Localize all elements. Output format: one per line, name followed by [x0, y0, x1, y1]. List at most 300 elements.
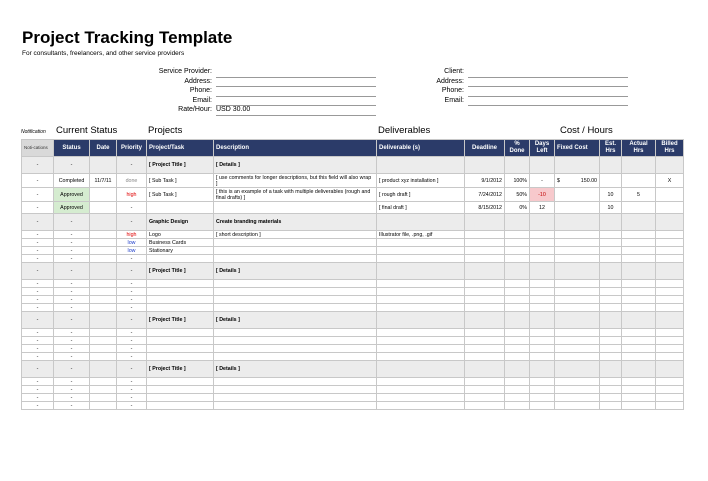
status-cell[interactable]	[54, 239, 90, 247]
actual-hrs-cell[interactable]	[622, 174, 656, 188]
billed-hrs-cell[interactable]	[656, 329, 684, 337]
service-provider-field[interactable]	[216, 68, 376, 78]
priority-cell[interactable]	[117, 402, 147, 410]
actual-hrs-cell[interactable]	[622, 402, 656, 410]
date-cell[interactable]	[90, 329, 117, 337]
deliverable-cell[interactable]	[377, 402, 465, 410]
fixed-cost-cell[interactable]	[555, 394, 600, 402]
pct-done-cell[interactable]	[505, 157, 530, 174]
task-cell[interactable]	[147, 188, 214, 202]
actual-hrs-cell[interactable]	[622, 202, 656, 214]
status-cell[interactable]	[54, 263, 90, 280]
billed-hrs-cell[interactable]	[656, 337, 684, 345]
date-cell[interactable]	[90, 402, 117, 410]
pct-done-cell[interactable]	[505, 386, 530, 394]
notification-cell[interactable]	[22, 361, 54, 378]
deadline-cell[interactable]	[465, 312, 505, 329]
col-pct-done[interactable]: % Done	[505, 140, 530, 157]
task-cell[interactable]	[147, 361, 214, 378]
status-cell[interactable]	[54, 337, 90, 345]
priority-cell[interactable]	[117, 378, 147, 386]
deliverable-cell[interactable]	[377, 202, 465, 214]
actual-hrs-cell[interactable]	[622, 255, 656, 263]
deliverable-cell[interactable]	[377, 247, 465, 255]
col-deadline[interactable]: Deadline	[465, 140, 505, 157]
pct-done-cell[interactable]	[505, 329, 530, 337]
fixed-cost-cell[interactable]	[555, 202, 600, 214]
fixed-cost-cell[interactable]	[555, 188, 600, 202]
days-left-cell[interactable]	[530, 239, 555, 247]
pct-done-cell[interactable]	[505, 378, 530, 386]
actual-hrs-cell[interactable]	[622, 263, 656, 280]
fixed-cost-cell[interactable]	[555, 214, 600, 231]
priority-cell[interactable]	[117, 188, 147, 202]
deadline-cell[interactable]	[465, 255, 505, 263]
billed-hrs-cell[interactable]	[656, 353, 684, 361]
est-hrs-cell[interactable]	[600, 312, 622, 329]
billed-hrs-cell[interactable]	[656, 231, 684, 239]
deadline-cell[interactable]	[465, 345, 505, 353]
est-hrs-cell[interactable]	[600, 202, 622, 214]
billed-hrs-cell[interactable]	[656, 296, 684, 304]
date-cell[interactable]	[90, 353, 117, 361]
date-cell[interactable]	[90, 263, 117, 280]
status-cell[interactable]	[54, 255, 90, 263]
actual-hrs-cell[interactable]	[622, 329, 656, 337]
deadline-cell[interactable]	[465, 402, 505, 410]
days-left-cell[interactable]	[530, 263, 555, 280]
actual-hrs-cell[interactable]	[622, 239, 656, 247]
date-cell[interactable]	[90, 202, 117, 214]
priority-cell[interactable]	[117, 157, 147, 174]
task-cell[interactable]	[147, 394, 214, 402]
status-cell[interactable]	[54, 394, 90, 402]
est-hrs-cell[interactable]	[600, 296, 622, 304]
days-left-cell[interactable]	[530, 280, 555, 288]
description-cell[interactable]	[214, 255, 377, 263]
date-cell[interactable]	[90, 231, 117, 239]
actual-hrs-cell[interactable]	[622, 247, 656, 255]
description-cell[interactable]	[214, 263, 377, 280]
provider-phone-field[interactable]	[216, 87, 376, 97]
actual-hrs-cell[interactable]	[622, 312, 656, 329]
notification-cell[interactable]	[22, 304, 54, 312]
est-hrs-cell[interactable]	[600, 304, 622, 312]
priority-cell[interactable]	[117, 394, 147, 402]
pct-done-cell[interactable]	[505, 296, 530, 304]
deadline-cell[interactable]	[465, 280, 505, 288]
deliverable-cell[interactable]	[377, 386, 465, 394]
deadline-cell[interactable]	[465, 263, 505, 280]
client-phone-field[interactable]	[468, 87, 628, 97]
pct-done-cell[interactable]	[505, 174, 530, 188]
status-cell[interactable]	[54, 361, 90, 378]
notification-cell[interactable]	[22, 312, 54, 329]
status-cell[interactable]	[54, 280, 90, 288]
deliverable-cell[interactable]	[377, 263, 465, 280]
fixed-cost-cell[interactable]	[555, 386, 600, 394]
pct-done-cell[interactable]	[505, 288, 530, 296]
priority-cell[interactable]	[117, 280, 147, 288]
status-cell[interactable]	[54, 202, 90, 214]
provider-email-field[interactable]	[216, 97, 376, 107]
pct-done-cell[interactable]	[505, 263, 530, 280]
status-cell[interactable]	[54, 231, 90, 239]
billed-hrs-cell[interactable]	[656, 214, 684, 231]
status-cell[interactable]	[54, 157, 90, 174]
pct-done-cell[interactable]	[505, 337, 530, 345]
date-cell[interactable]	[90, 157, 117, 174]
date-cell[interactable]	[90, 174, 117, 188]
deliverable-cell[interactable]	[377, 214, 465, 231]
description-cell[interactable]	[214, 329, 377, 337]
description-cell[interactable]	[214, 188, 377, 202]
task-cell[interactable]	[147, 247, 214, 255]
actual-hrs-cell[interactable]	[622, 378, 656, 386]
days-left-cell[interactable]	[530, 157, 555, 174]
days-left-cell[interactable]	[530, 353, 555, 361]
client-email-field[interactable]	[468, 97, 628, 107]
notification-cell[interactable]	[22, 247, 54, 255]
deadline-cell[interactable]	[465, 337, 505, 345]
deadline-cell[interactable]	[465, 394, 505, 402]
fixed-cost-cell[interactable]	[555, 255, 600, 263]
notification-cell[interactable]	[22, 402, 54, 410]
status-cell[interactable]	[54, 214, 90, 231]
date-cell[interactable]	[90, 280, 117, 288]
deliverable-cell[interactable]	[377, 280, 465, 288]
actual-hrs-cell[interactable]	[622, 394, 656, 402]
fixed-cost-cell[interactable]	[555, 329, 600, 337]
description-cell[interactable]	[214, 231, 377, 239]
priority-cell[interactable]	[117, 329, 147, 337]
days-left-cell[interactable]	[530, 329, 555, 337]
task-cell[interactable]	[147, 263, 214, 280]
pct-done-cell[interactable]	[505, 304, 530, 312]
status-cell[interactable]	[54, 378, 90, 386]
priority-cell[interactable]	[117, 288, 147, 296]
fixed-cost-cell[interactable]	[555, 361, 600, 378]
priority-cell[interactable]	[117, 386, 147, 394]
billed-hrs-cell[interactable]	[656, 247, 684, 255]
task-cell[interactable]	[147, 402, 214, 410]
priority-cell[interactable]	[117, 239, 147, 247]
pct-done-cell[interactable]	[505, 312, 530, 329]
status-cell[interactable]	[54, 402, 90, 410]
col-billed-hrs[interactable]: Billed Hrs	[656, 140, 684, 157]
description-cell[interactable]	[214, 402, 377, 410]
task-cell[interactable]	[147, 312, 214, 329]
fixed-cost-cell[interactable]	[555, 378, 600, 386]
days-left-cell[interactable]	[530, 188, 555, 202]
actual-hrs-cell[interactable]	[622, 214, 656, 231]
fixed-cost-cell[interactable]	[555, 345, 600, 353]
days-left-cell[interactable]	[530, 214, 555, 231]
est-hrs-cell[interactable]	[600, 247, 622, 255]
task-cell[interactable]	[147, 304, 214, 312]
task-cell[interactable]	[147, 231, 214, 239]
actual-hrs-cell[interactable]	[622, 345, 656, 353]
notification-cell[interactable]	[22, 345, 54, 353]
priority-cell[interactable]	[117, 174, 147, 188]
description-cell[interactable]	[214, 202, 377, 214]
actual-hrs-cell[interactable]	[622, 304, 656, 312]
priority-cell[interactable]	[117, 231, 147, 239]
description-cell[interactable]	[214, 312, 377, 329]
deadline-cell[interactable]	[465, 329, 505, 337]
date-cell[interactable]	[90, 345, 117, 353]
pct-done-cell[interactable]	[505, 247, 530, 255]
col-project-task[interactable]: Project/Task	[147, 140, 214, 157]
notification-cell[interactable]	[22, 255, 54, 263]
priority-cell[interactable]	[117, 202, 147, 214]
pct-done-cell[interactable]	[505, 188, 530, 202]
deadline-cell[interactable]	[465, 188, 505, 202]
pct-done-cell[interactable]	[505, 214, 530, 231]
deadline-cell[interactable]	[465, 386, 505, 394]
deadline-cell[interactable]	[465, 157, 505, 174]
notification-cell[interactable]	[22, 296, 54, 304]
fixed-cost-cell[interactable]	[555, 312, 600, 329]
description-cell[interactable]	[214, 296, 377, 304]
billed-hrs-cell[interactable]	[656, 402, 684, 410]
notification-cell[interactable]	[22, 329, 54, 337]
priority-cell[interactable]	[117, 263, 147, 280]
actual-hrs-cell[interactable]	[622, 288, 656, 296]
est-hrs-cell[interactable]	[600, 361, 622, 378]
deliverable-cell[interactable]	[377, 174, 465, 188]
notification-cell[interactable]	[22, 280, 54, 288]
description-cell[interactable]	[214, 247, 377, 255]
date-cell[interactable]	[90, 378, 117, 386]
est-hrs-cell[interactable]	[600, 188, 622, 202]
est-hrs-cell[interactable]	[600, 386, 622, 394]
description-cell[interactable]	[214, 394, 377, 402]
deliverable-cell[interactable]	[377, 353, 465, 361]
status-cell[interactable]	[54, 304, 90, 312]
billed-hrs-cell[interactable]	[656, 255, 684, 263]
notification-cell[interactable]	[22, 231, 54, 239]
col-days-left[interactable]: Days Left	[530, 140, 555, 157]
actual-hrs-cell[interactable]	[622, 280, 656, 288]
days-left-cell[interactable]	[530, 247, 555, 255]
est-hrs-cell[interactable]	[600, 353, 622, 361]
days-left-cell[interactable]	[530, 337, 555, 345]
deadline-cell[interactable]	[465, 214, 505, 231]
days-left-cell[interactable]	[530, 361, 555, 378]
est-hrs-cell[interactable]	[600, 255, 622, 263]
fixed-cost-cell[interactable]	[555, 263, 600, 280]
task-cell[interactable]	[147, 239, 214, 247]
task-cell[interactable]	[147, 296, 214, 304]
priority-cell[interactable]	[117, 345, 147, 353]
actual-hrs-cell[interactable]	[622, 361, 656, 378]
pct-done-cell[interactable]	[505, 255, 530, 263]
days-left-cell[interactable]	[530, 255, 555, 263]
priority-cell[interactable]	[117, 304, 147, 312]
notification-cell[interactable]	[22, 202, 54, 214]
status-cell[interactable]	[54, 247, 90, 255]
task-cell[interactable]	[147, 202, 214, 214]
billed-hrs-cell[interactable]	[656, 394, 684, 402]
billed-hrs-cell[interactable]	[656, 386, 684, 394]
notification-cell[interactable]	[22, 288, 54, 296]
pct-done-cell[interactable]	[505, 394, 530, 402]
est-hrs-cell[interactable]	[600, 280, 622, 288]
est-hrs-cell[interactable]	[600, 231, 622, 239]
task-cell[interactable]	[147, 214, 214, 231]
est-hrs-cell[interactable]	[600, 345, 622, 353]
est-hrs-cell[interactable]	[600, 214, 622, 231]
fixed-cost-cell[interactable]	[555, 239, 600, 247]
actual-hrs-cell[interactable]	[622, 296, 656, 304]
col-est-hrs[interactable]: Est. Hrs	[600, 140, 622, 157]
actual-hrs-cell[interactable]	[622, 157, 656, 174]
billed-hrs-cell[interactable]	[656, 304, 684, 312]
description-cell[interactable]	[214, 157, 377, 174]
description-cell[interactable]	[214, 280, 377, 288]
deliverable-cell[interactable]	[377, 288, 465, 296]
est-hrs-cell[interactable]	[600, 288, 622, 296]
pct-done-cell[interactable]	[505, 345, 530, 353]
priority-cell[interactable]	[117, 255, 147, 263]
billed-hrs-cell[interactable]	[656, 188, 684, 202]
task-cell[interactable]	[147, 345, 214, 353]
actual-hrs-cell[interactable]	[622, 231, 656, 239]
date-cell[interactable]	[90, 239, 117, 247]
est-hrs-cell[interactable]	[600, 394, 622, 402]
deliverable-cell[interactable]	[377, 239, 465, 247]
description-cell[interactable]	[214, 345, 377, 353]
fixed-cost-cell[interactable]	[555, 402, 600, 410]
deliverable-cell[interactable]	[377, 394, 465, 402]
priority-cell[interactable]	[117, 361, 147, 378]
est-hrs-cell[interactable]	[600, 329, 622, 337]
fixed-cost-cell[interactable]	[555, 247, 600, 255]
billed-hrs-cell[interactable]	[656, 312, 684, 329]
pct-done-cell[interactable]	[505, 231, 530, 239]
billed-hrs-cell[interactable]	[656, 157, 684, 174]
billed-hrs-cell[interactable]	[656, 280, 684, 288]
task-cell[interactable]	[147, 329, 214, 337]
days-left-cell[interactable]	[530, 345, 555, 353]
date-cell[interactable]	[90, 214, 117, 231]
deadline-cell[interactable]	[465, 378, 505, 386]
task-cell[interactable]	[147, 280, 214, 288]
client-name-field[interactable]	[468, 68, 628, 78]
description-cell[interactable]	[214, 361, 377, 378]
pct-done-cell[interactable]	[505, 239, 530, 247]
deadline-cell[interactable]	[465, 174, 505, 188]
provider-address-field[interactable]	[216, 78, 376, 88]
est-hrs-cell[interactable]	[600, 378, 622, 386]
date-cell[interactable]	[90, 304, 117, 312]
days-left-cell[interactable]	[530, 304, 555, 312]
deadline-cell[interactable]	[465, 361, 505, 378]
status-cell[interactable]	[54, 329, 90, 337]
priority-cell[interactable]	[117, 353, 147, 361]
col-deliverable[interactable]: Deliverable (s)	[377, 140, 465, 157]
status-cell[interactable]	[54, 288, 90, 296]
status-cell[interactable]	[54, 296, 90, 304]
deliverable-cell[interactable]	[377, 296, 465, 304]
billed-hrs-cell[interactable]	[656, 378, 684, 386]
fixed-cost-cell[interactable]	[555, 174, 600, 188]
priority-cell[interactable]	[117, 337, 147, 345]
description-cell[interactable]	[214, 288, 377, 296]
task-cell[interactable]	[147, 386, 214, 394]
task-cell[interactable]	[147, 174, 214, 188]
days-left-cell[interactable]	[530, 202, 555, 214]
est-hrs-cell[interactable]	[600, 337, 622, 345]
actual-hrs-cell[interactable]	[622, 337, 656, 345]
deliverable-cell[interactable]	[377, 231, 465, 239]
notification-cell[interactable]	[22, 188, 54, 202]
billed-hrs-cell[interactable]	[656, 345, 684, 353]
billed-hrs-cell[interactable]	[656, 202, 684, 214]
fixed-cost-cell[interactable]	[555, 296, 600, 304]
billed-hrs-cell[interactable]	[656, 239, 684, 247]
priority-cell[interactable]	[117, 296, 147, 304]
est-hrs-cell[interactable]	[600, 402, 622, 410]
date-cell[interactable]	[90, 247, 117, 255]
days-left-cell[interactable]	[530, 296, 555, 304]
description-cell[interactable]	[214, 378, 377, 386]
billed-hrs-cell[interactable]	[656, 361, 684, 378]
task-cell[interactable]	[147, 255, 214, 263]
deliverable-cell[interactable]	[377, 188, 465, 202]
days-left-cell[interactable]	[530, 312, 555, 329]
status-cell[interactable]	[54, 386, 90, 394]
date-cell[interactable]	[90, 296, 117, 304]
pct-done-cell[interactable]	[505, 361, 530, 378]
status-cell[interactable]	[54, 353, 90, 361]
pct-done-cell[interactable]	[505, 280, 530, 288]
est-hrs-cell[interactable]	[600, 239, 622, 247]
status-cell[interactable]	[54, 312, 90, 329]
days-left-cell[interactable]	[530, 288, 555, 296]
task-cell[interactable]	[147, 288, 214, 296]
notification-cell[interactable]	[22, 239, 54, 247]
pct-done-cell[interactable]	[505, 353, 530, 361]
deadline-cell[interactable]	[465, 239, 505, 247]
date-cell[interactable]	[90, 337, 117, 345]
notification-cell[interactable]	[22, 378, 54, 386]
col-status[interactable]: Status	[54, 140, 90, 157]
fixed-cost-cell[interactable]	[555, 353, 600, 361]
notification-cell[interactable]	[22, 157, 54, 174]
fixed-cost-cell[interactable]	[555, 231, 600, 239]
col-priority[interactable]: Priority	[117, 140, 147, 157]
col-description[interactable]: Description	[214, 140, 377, 157]
deliverable-cell[interactable]	[377, 345, 465, 353]
days-left-cell[interactable]	[530, 378, 555, 386]
billed-hrs-cell[interactable]	[656, 263, 684, 280]
date-cell[interactable]	[90, 386, 117, 394]
status-cell[interactable]	[54, 174, 90, 188]
description-cell[interactable]	[214, 353, 377, 361]
description-cell[interactable]	[214, 337, 377, 345]
task-cell[interactable]	[147, 157, 214, 174]
description-cell[interactable]	[214, 214, 377, 231]
deadline-cell[interactable]	[465, 202, 505, 214]
status-cell[interactable]	[54, 188, 90, 202]
notification-cell[interactable]	[22, 214, 54, 231]
deliverable-cell[interactable]	[377, 312, 465, 329]
deliverable-cell[interactable]	[377, 378, 465, 386]
deadline-cell[interactable]	[465, 353, 505, 361]
days-left-cell[interactable]	[530, 386, 555, 394]
